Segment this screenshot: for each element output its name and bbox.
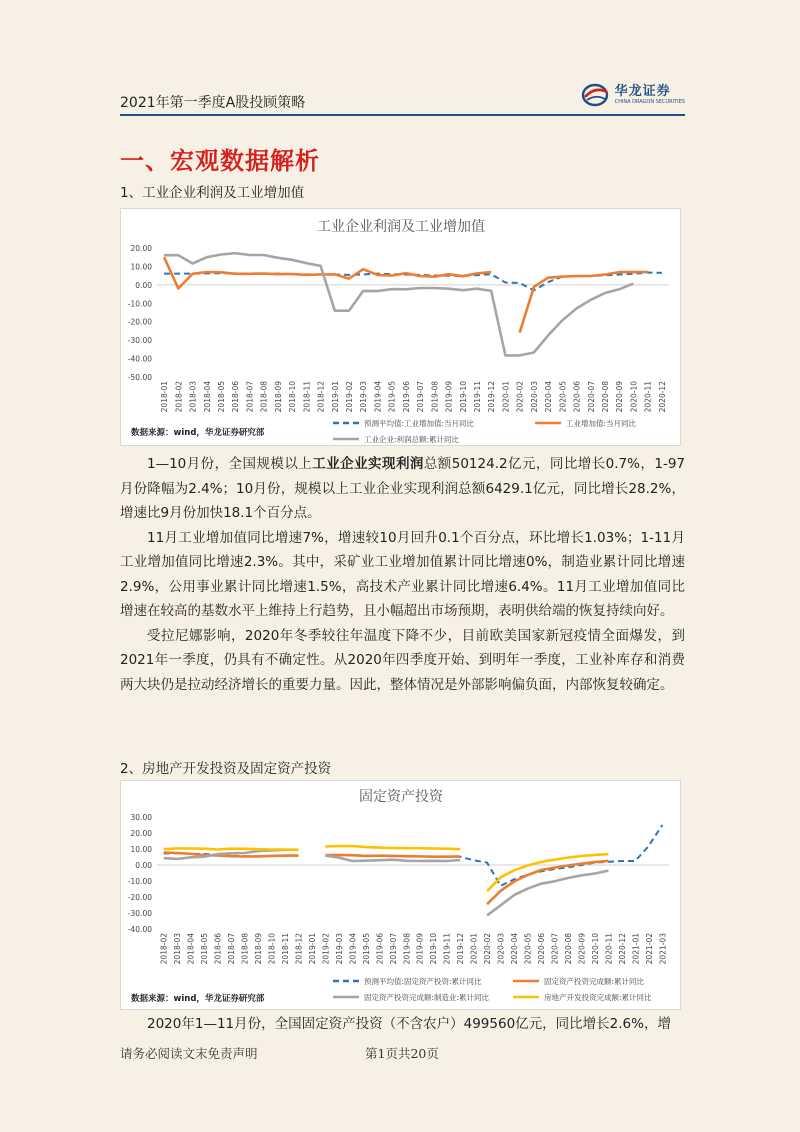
- x-tick-label: 2019-09: [415, 933, 425, 965]
- x-tick-label: 2020-01: [469, 933, 479, 965]
- x-tick-label: 2020-05: [558, 381, 568, 413]
- paragraph-profit-bold: 工业企业实现利润: [312, 456, 424, 472]
- y-tick-label: -10.00: [127, 299, 152, 309]
- y-tick-label: 20.00: [130, 244, 152, 253]
- footer-page-number: 第1页共20页: [365, 1046, 439, 1061]
- x-tick-label: 2020-09: [577, 933, 587, 965]
- x-tick-label: 2020-02: [483, 933, 493, 965]
- legend-label: 房地产开发投资完成额:累计同比: [544, 993, 652, 1002]
- x-tick-label: 2018-10: [267, 933, 277, 965]
- brand-logo: [581, 82, 685, 108]
- dragon-logo-icon: [581, 82, 611, 108]
- x-tick-label: 2019-06: [401, 381, 411, 413]
- chart-source: 数据来源：wind，华龙证券研究部: [131, 428, 265, 438]
- subsection-heading-2: 2、房地产开发投资及固定资产投资: [120, 761, 332, 777]
- paragraph-fixed-asset: 2020年1—11月份，全国固定资产投资（不含农户）499560亿元，同比增长2.6%，增: [147, 1016, 671, 1032]
- paragraph-profit-b: 总额50124.2亿元，同比增长0.7%，1-97月份降幅为2.4%；10月份，规模以上工业企业实现利润总额6429.1亿元，同比增长28.2%，增速比9月份加快18.1个百分点。: [120, 456, 686, 521]
- x-tick-label: 2018-10: [288, 381, 298, 413]
- x-tick-label: 2021-01: [631, 933, 641, 965]
- x-tick-label: 2019-06: [375, 933, 385, 965]
- x-tick-label: 2018-06: [231, 381, 241, 413]
- x-tick-label: 2019-10: [458, 381, 468, 413]
- x-tick-label: 2020-11: [643, 381, 653, 413]
- x-tick-label: 2020-07: [550, 933, 560, 965]
- x-tick-label: 2018-07: [227, 933, 237, 965]
- paragraph-profit-a: 1—10月份，全国规模以上: [147, 456, 313, 472]
- x-tick-label: 2019-11: [473, 381, 482, 413]
- x-tick-label: 2018-01: [160, 381, 170, 413]
- x-tick-label: 2018-09: [273, 381, 283, 413]
- chart-fixed-asset-svg: [121, 781, 680, 1009]
- paragraph-outlook: 受拉尼娜影响，2020年冬季较往年温度下降不少，目前欧美国家新冠疫情全面爆发，到2021年一季度，仍具有不确定性。从2020年四季度开始、到明年一季度，工业补库存和消费两大块仍是拉动经济增长的重要力量。因此，整体情况是外部影响偏负面，内部恢复较确定。: [120, 627, 685, 693]
- x-tick-label: 2019-11: [442, 933, 452, 965]
- x-tick-label: 2018-03: [188, 381, 198, 413]
- chart-title: 固定资产投资: [359, 789, 443, 805]
- x-tick-label: 2020-03: [529, 381, 539, 413]
- x-tick-label: 2021-03: [658, 933, 668, 965]
- x-tick-label: 2020-09: [615, 381, 625, 413]
- section-heading: 一、宏观数据解析: [120, 147, 320, 175]
- y-tick-label: -30.00: [127, 336, 152, 346]
- chart-title: 工业企业利润及工业增加值: [317, 219, 485, 235]
- series-line-3: [164, 850, 609, 916]
- y-tick-label: -30.00: [127, 909, 152, 918]
- y-tick-label: 30.00: [130, 813, 152, 822]
- y-tick-label: 10.00: [130, 262, 152, 272]
- x-tick-label: 2020-11: [604, 933, 614, 965]
- y-tick-label: 10.00: [130, 845, 152, 854]
- legend-label: 预测平均值:固定资产投资:累计同比: [364, 977, 482, 986]
- body-text-1: [120, 452, 685, 697]
- x-tick-label: 2020-10: [629, 381, 639, 413]
- x-tick-label: 2018-03: [173, 933, 183, 965]
- x-tick-label: 2019-02: [321, 933, 331, 965]
- x-tick-label: 2019-07: [388, 933, 398, 965]
- x-tick-label: 2018-04: [202, 381, 212, 413]
- x-tick-label: 2020-05: [523, 933, 533, 965]
- y-tick-label: 0.00: [135, 280, 152, 290]
- x-tick-label: 2020-01: [501, 381, 511, 413]
- paragraph-value-added: 11月工业增加值同比增速7%，增速较10月回升0.1个百分点，环比增长1.03%；1-11月工业增加值同比增速2.3%。其中，采矿业工业增加值累计同比增速0%，制造业累计同比增速2.9%，公用事业累计同比增速1.5%，高技术产业累计同比增速6.4%。11月工业增加值同比增速在较高的基数水平上维持上行趋势，且小幅超出市场预期，表明供给端的恢复持续向好。: [120, 529, 685, 619]
- logo-english: CHINA DRAGON SECURITIES: [614, 99, 685, 105]
- x-tick-label: 2021-02: [644, 933, 654, 965]
- report-title: 2021年第一季度A股投顾策略: [120, 95, 306, 111]
- legend-label: 工业增加值:当月同比: [566, 419, 637, 428]
- y-tick-label: 0.00: [135, 861, 152, 870]
- chart-fixed-asset: [120, 780, 681, 1010]
- x-tick-label: 2019-03: [359, 381, 369, 413]
- x-tick-label: 2018-02: [159, 933, 169, 965]
- legend-label: 工业企业:利润总额:累计同比: [364, 435, 460, 444]
- series-line-2: [164, 257, 648, 332]
- x-tick-label: 2020-03: [496, 933, 506, 965]
- x-tick-label: 2019-08: [430, 381, 440, 413]
- logo-name: 华龙证券: [614, 84, 671, 99]
- x-tick-label: 2019-07: [416, 381, 426, 413]
- y-tick-label: -20.00: [127, 317, 152, 327]
- x-tick-label: 2019-05: [361, 933, 371, 965]
- x-tick-label: 2020-12: [617, 933, 627, 965]
- paragraph-profit: [120, 452, 685, 526]
- x-tick-label: 2019-09: [444, 381, 454, 413]
- page-header: [120, 78, 685, 116]
- x-tick-label: 2020-04: [510, 933, 520, 965]
- x-tick-label: 2018-09: [254, 933, 264, 965]
- y-tick-label: -40.00: [127, 925, 152, 934]
- x-tick-label: 2018-07: [245, 381, 255, 413]
- y-tick-label: 20.00: [130, 829, 152, 838]
- subsection-heading-1: 1、工业企业利润及工业增加值: [120, 185, 305, 201]
- y-tick-label: -50.00: [127, 373, 152, 382]
- x-tick-label: 2019-12: [456, 933, 466, 965]
- x-tick-label: 2020-12: [657, 381, 667, 413]
- x-tick-label: 2020-08: [601, 381, 610, 413]
- y-tick-label: -20.00: [127, 893, 152, 902]
- x-tick-label: 2020-07: [586, 381, 596, 413]
- y-tick-label: -40.00: [127, 354, 152, 364]
- x-tick-label: 2019-03: [334, 933, 344, 965]
- y-tick-label: -10.00: [127, 877, 152, 886]
- chart-industrial-profit-svg: [121, 209, 680, 445]
- x-tick-label: 2020-10: [590, 933, 600, 965]
- footer-disclaimer: 请务必阅读文末免责声明: [120, 1046, 258, 1061]
- x-tick-label: 2018-05: [200, 933, 210, 965]
- chart-source: 数据来源：wind，华龙证券研究部: [131, 994, 265, 1004]
- x-tick-label: 2020-06: [572, 381, 582, 413]
- x-tick-label: 2019-02: [345, 381, 354, 413]
- x-tick-label: 2020-02: [515, 381, 525, 413]
- x-tick-label: 2018-08: [240, 933, 250, 965]
- chart-industrial-profit: [120, 208, 681, 446]
- x-tick-label: 2018-11: [302, 381, 312, 413]
- x-tick-label: 2018-08: [259, 381, 269, 413]
- x-tick-label: 2020-04: [544, 381, 554, 413]
- x-tick-label: 2018-12: [294, 933, 304, 965]
- series-line-3: [164, 253, 633, 355]
- legend-label: 预测平均值:工业增加值:当月同比: [364, 419, 475, 428]
- x-tick-label: 2019-10: [429, 933, 439, 965]
- x-tick-label: 2018-04: [186, 933, 196, 965]
- x-tick-label: 2019-05: [387, 381, 397, 413]
- x-tick-label: 2019-01: [307, 933, 317, 965]
- x-tick-label: 2019-01: [330, 381, 340, 413]
- x-tick-label: 2020-06: [537, 933, 546, 965]
- x-tick-label: 2019-08: [402, 933, 412, 965]
- x-tick-label: 2018-11: [281, 933, 290, 965]
- legend-label: 固定资产投资完成额:累计同比: [544, 977, 645, 986]
- x-tick-label: 2020-08: [563, 933, 573, 965]
- x-tick-label: 2018-12: [316, 381, 326, 413]
- legend-label: 固定资产投资完成额:制造业:累计同比: [364, 993, 490, 1002]
- x-tick-label: 2019-04: [373, 381, 383, 413]
- x-tick-label: 2018-05: [217, 381, 226, 413]
- x-tick-label: 2018-06: [213, 933, 223, 965]
- body-text-2: [120, 1012, 685, 1037]
- x-tick-label: 2019-04: [348, 933, 358, 965]
- x-tick-label: 2019-12: [487, 381, 497, 413]
- x-tick-label: 2018-02: [174, 381, 184, 413]
